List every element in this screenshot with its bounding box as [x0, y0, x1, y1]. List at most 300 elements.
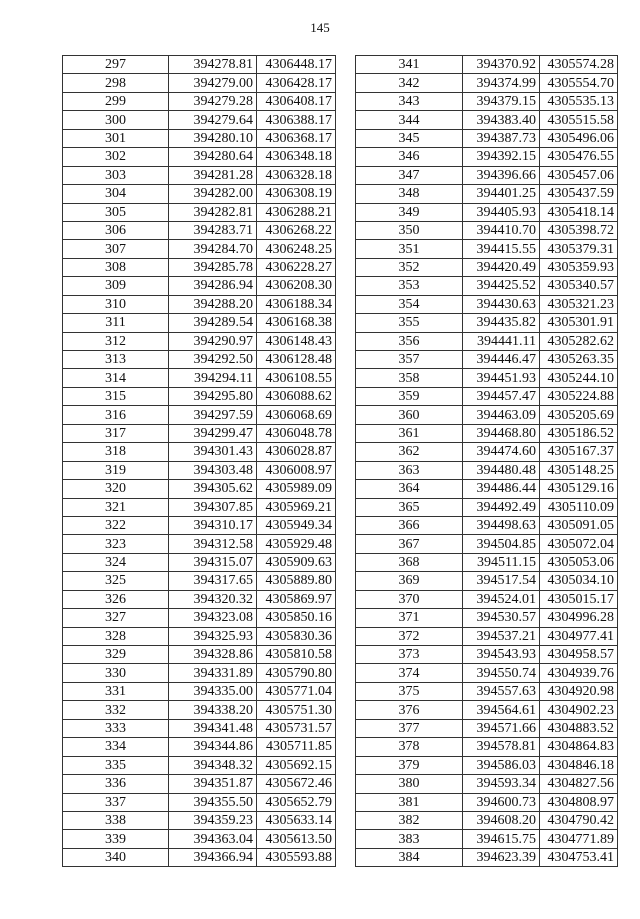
y-coordinate-cell: 4304996.28 — [540, 609, 618, 627]
table-row — [63, 314, 336, 332]
point-number-cell: 364 — [356, 480, 463, 498]
x-coordinate-cell: 394468.80 — [463, 424, 540, 442]
point-number-cell: 356 — [356, 332, 463, 350]
point-number-cell: 322 — [63, 516, 169, 534]
table-row — [63, 351, 336, 369]
point-number-cell: 334 — [63, 738, 169, 756]
table-row — [63, 406, 336, 424]
x-coordinate-cell: 394498.63 — [463, 516, 540, 534]
point-number-cell: 352 — [356, 258, 463, 276]
x-coordinate-cell: 394363.04 — [169, 830, 257, 848]
table-row — [356, 185, 618, 203]
point-number-cell: 355 — [356, 314, 463, 332]
x-coordinate-cell: 394420.49 — [463, 258, 540, 276]
x-coordinate-cell: 394284.70 — [169, 240, 257, 258]
y-coordinate-cell: 4305418.14 — [540, 203, 618, 221]
table-row — [63, 535, 336, 553]
x-coordinate-cell: 394285.78 — [169, 258, 257, 276]
point-number-cell: 304 — [63, 185, 169, 203]
y-coordinate-cell: 4305224.88 — [540, 387, 618, 405]
x-coordinate-cell: 394374.99 — [463, 74, 540, 92]
y-coordinate-cell: 4305593.88 — [257, 848, 336, 866]
y-coordinate-cell: 4305613.50 — [257, 830, 336, 848]
table-row — [63, 516, 336, 534]
x-coordinate-cell: 394457.47 — [463, 387, 540, 405]
table-row — [63, 185, 336, 203]
y-coordinate-cell: 4305244.10 — [540, 369, 618, 387]
y-coordinate-cell: 4305476.55 — [540, 148, 618, 166]
coordinates-table-left-body — [63, 56, 336, 867]
y-coordinate-cell: 4304864.83 — [540, 738, 618, 756]
y-coordinate-cell: 4306048.78 — [257, 424, 336, 442]
table-row — [63, 756, 336, 774]
point-number-cell: 354 — [356, 295, 463, 313]
y-coordinate-cell: 4304790.42 — [540, 811, 618, 829]
page-number: 145 — [310, 20, 330, 35]
x-coordinate-cell: 394282.00 — [169, 185, 257, 203]
y-coordinate-cell: 4306408.17 — [257, 92, 336, 110]
y-coordinate-cell: 4306308.19 — [257, 185, 336, 203]
y-coordinate-cell: 4305751.30 — [257, 701, 336, 719]
point-number-cell: 307 — [63, 240, 169, 258]
x-coordinate-cell: 394294.11 — [169, 369, 257, 387]
x-coordinate-cell: 394441.11 — [463, 332, 540, 350]
point-number-cell: 318 — [63, 443, 169, 461]
y-coordinate-cell: 4305129.16 — [540, 480, 618, 498]
y-coordinate-cell: 4305652.79 — [257, 793, 336, 811]
y-coordinate-cell: 4305091.05 — [540, 516, 618, 534]
point-number-cell: 308 — [63, 258, 169, 276]
point-number-cell: 361 — [356, 424, 463, 442]
y-coordinate-cell: 4306188.34 — [257, 295, 336, 313]
point-number-cell: 324 — [63, 553, 169, 571]
x-coordinate-cell: 394415.55 — [463, 240, 540, 258]
y-coordinate-cell: 4305110.09 — [540, 498, 618, 516]
point-number-cell: 373 — [356, 646, 463, 664]
table-row — [356, 480, 618, 498]
x-coordinate-cell: 394586.03 — [463, 756, 540, 774]
y-coordinate-cell: 4304920.98 — [540, 682, 618, 700]
x-coordinate-cell: 394301.43 — [169, 443, 257, 461]
table-row — [356, 590, 618, 608]
y-coordinate-cell: 4304902.23 — [540, 701, 618, 719]
point-number-cell: 320 — [63, 480, 169, 498]
y-coordinate-cell: 4306288.21 — [257, 203, 336, 221]
x-coordinate-cell: 394320.32 — [169, 590, 257, 608]
point-number-cell: 312 — [63, 332, 169, 350]
point-number-cell: 365 — [356, 498, 463, 516]
table-row — [356, 756, 618, 774]
point-number-cell: 370 — [356, 590, 463, 608]
y-coordinate-cell: 4305515.58 — [540, 111, 618, 129]
point-number-cell: 317 — [63, 424, 169, 442]
table-row — [63, 111, 336, 129]
x-coordinate-cell: 394392.15 — [463, 148, 540, 166]
y-coordinate-cell: 4304939.76 — [540, 664, 618, 682]
point-number-cell: 359 — [356, 387, 463, 405]
table-row — [356, 221, 618, 239]
point-number-cell: 303 — [63, 166, 169, 184]
point-number-cell: 383 — [356, 830, 463, 848]
y-coordinate-cell: 4305771.04 — [257, 682, 336, 700]
x-coordinate-cell: 394351.87 — [169, 775, 257, 793]
table-row — [356, 92, 618, 110]
y-coordinate-cell: 4305148.25 — [540, 461, 618, 479]
point-number-cell: 338 — [63, 811, 169, 829]
x-coordinate-cell: 394312.58 — [169, 535, 257, 553]
y-coordinate-cell: 4306068.69 — [257, 406, 336, 424]
table-row — [63, 719, 336, 737]
y-coordinate-cell: 4305398.72 — [540, 221, 618, 239]
table-row — [63, 609, 336, 627]
y-coordinate-cell: 4305633.14 — [257, 811, 336, 829]
table-row — [356, 535, 618, 553]
y-coordinate-cell: 4305790.80 — [257, 664, 336, 682]
x-coordinate-cell: 394543.93 — [463, 646, 540, 664]
table-row — [356, 148, 618, 166]
table-row — [63, 240, 336, 258]
point-number-cell: 382 — [356, 811, 463, 829]
x-coordinate-cell: 394286.94 — [169, 277, 257, 295]
x-coordinate-cell: 394451.93 — [463, 369, 540, 387]
y-coordinate-cell: 4306208.30 — [257, 277, 336, 295]
x-coordinate-cell: 394524.01 — [463, 590, 540, 608]
x-coordinate-cell: 394446.47 — [463, 351, 540, 369]
x-coordinate-cell: 394430.63 — [463, 295, 540, 313]
point-number-cell: 336 — [63, 775, 169, 793]
table-row — [356, 277, 618, 295]
x-coordinate-cell: 394281.28 — [169, 166, 257, 184]
y-coordinate-cell: 4306228.27 — [257, 258, 336, 276]
point-number-cell: 335 — [63, 756, 169, 774]
x-coordinate-cell: 394425.52 — [463, 277, 540, 295]
point-number-cell: 314 — [63, 369, 169, 387]
y-coordinate-cell: 4305321.23 — [540, 295, 618, 313]
table-row — [356, 775, 618, 793]
point-number-cell: 374 — [356, 664, 463, 682]
table-row — [63, 74, 336, 92]
table-row — [63, 553, 336, 571]
y-coordinate-cell: 4306248.25 — [257, 240, 336, 258]
table-row — [63, 480, 336, 498]
x-coordinate-cell: 394608.20 — [463, 811, 540, 829]
point-number-cell: 369 — [356, 572, 463, 590]
point-number-cell: 340 — [63, 848, 169, 866]
y-coordinate-cell: 4305949.34 — [257, 516, 336, 534]
y-coordinate-cell: 4305731.57 — [257, 719, 336, 737]
table-row — [356, 166, 618, 184]
table-row — [356, 498, 618, 516]
table-row — [356, 56, 618, 74]
x-coordinate-cell: 394370.92 — [463, 56, 540, 74]
x-coordinate-cell: 394323.08 — [169, 609, 257, 627]
y-coordinate-cell: 4304977.41 — [540, 627, 618, 645]
table-row — [63, 203, 336, 221]
point-number-cell: 299 — [63, 92, 169, 110]
table-row — [356, 627, 618, 645]
y-coordinate-cell: 4305810.58 — [257, 646, 336, 664]
x-coordinate-cell: 394338.20 — [169, 701, 257, 719]
y-coordinate-cell: 4305830.36 — [257, 627, 336, 645]
point-number-cell: 362 — [356, 443, 463, 461]
y-coordinate-cell: 4306428.17 — [257, 74, 336, 92]
y-coordinate-cell: 4306028.87 — [257, 443, 336, 461]
table-row — [63, 221, 336, 239]
table-row — [63, 443, 336, 461]
y-coordinate-cell: 4305535.13 — [540, 92, 618, 110]
point-number-cell: 315 — [63, 387, 169, 405]
table-row — [356, 848, 618, 866]
x-coordinate-cell: 394359.23 — [169, 811, 257, 829]
point-number-cell: 347 — [356, 166, 463, 184]
table-row — [356, 811, 618, 829]
y-coordinate-cell: 4305711.85 — [257, 738, 336, 756]
x-coordinate-cell: 394511.15 — [463, 553, 540, 571]
y-coordinate-cell: 4305929.48 — [257, 535, 336, 553]
coordinates-table-right-body — [356, 56, 618, 867]
point-number-cell: 346 — [356, 148, 463, 166]
table-row — [63, 775, 336, 793]
y-coordinate-cell: 4306148.43 — [257, 332, 336, 350]
y-coordinate-cell: 4305205.69 — [540, 406, 618, 424]
table-row — [63, 424, 336, 442]
x-coordinate-cell: 394463.09 — [463, 406, 540, 424]
coordinates-table-left — [62, 55, 336, 867]
point-number-cell: 301 — [63, 129, 169, 147]
y-coordinate-cell: 4305889.80 — [257, 572, 336, 590]
x-coordinate-cell: 394283.71 — [169, 221, 257, 239]
y-coordinate-cell: 4305186.52 — [540, 424, 618, 442]
x-coordinate-cell: 394486.44 — [463, 480, 540, 498]
point-number-cell: 327 — [63, 609, 169, 627]
point-number-cell: 297 — [63, 56, 169, 74]
point-number-cell: 376 — [356, 701, 463, 719]
x-coordinate-cell: 394383.40 — [463, 111, 540, 129]
x-coordinate-cell: 394303.48 — [169, 461, 257, 479]
x-coordinate-cell: 394280.64 — [169, 148, 257, 166]
table-row — [356, 609, 618, 627]
table-row — [356, 461, 618, 479]
x-coordinate-cell: 394297.59 — [169, 406, 257, 424]
y-coordinate-cell: 4305869.97 — [257, 590, 336, 608]
y-coordinate-cell: 4306348.18 — [257, 148, 336, 166]
table-row — [63, 664, 336, 682]
x-coordinate-cell: 394504.85 — [463, 535, 540, 553]
x-coordinate-cell: 394401.25 — [463, 185, 540, 203]
point-number-cell: 311 — [63, 314, 169, 332]
y-coordinate-cell: 4305692.15 — [257, 756, 336, 774]
x-coordinate-cell: 394299.47 — [169, 424, 257, 442]
y-coordinate-cell: 4305574.28 — [540, 56, 618, 74]
x-coordinate-cell: 394278.81 — [169, 56, 257, 74]
y-coordinate-cell: 4305989.09 — [257, 480, 336, 498]
point-number-cell: 300 — [63, 111, 169, 129]
table-row — [63, 369, 336, 387]
point-number-cell: 357 — [356, 351, 463, 369]
y-coordinate-cell: 4304808.97 — [540, 793, 618, 811]
table-row — [356, 203, 618, 221]
x-coordinate-cell: 394310.17 — [169, 516, 257, 534]
y-coordinate-cell: 4304958.57 — [540, 646, 618, 664]
x-coordinate-cell: 394474.60 — [463, 443, 540, 461]
y-coordinate-cell: 4305053.06 — [540, 553, 618, 571]
x-coordinate-cell: 394282.81 — [169, 203, 257, 221]
y-coordinate-cell: 4306008.97 — [257, 461, 336, 479]
point-number-cell: 375 — [356, 682, 463, 700]
table-row — [63, 258, 336, 276]
point-number-cell: 358 — [356, 369, 463, 387]
x-coordinate-cell: 394344.86 — [169, 738, 257, 756]
x-coordinate-cell: 394387.73 — [463, 129, 540, 147]
point-number-cell: 353 — [356, 277, 463, 295]
y-coordinate-cell: 4306268.22 — [257, 221, 336, 239]
y-coordinate-cell: 4306448.17 — [257, 56, 336, 74]
x-coordinate-cell: 394305.62 — [169, 480, 257, 498]
table-row — [356, 664, 618, 682]
point-number-cell: 298 — [63, 74, 169, 92]
table-row — [356, 424, 618, 442]
x-coordinate-cell: 394335.00 — [169, 682, 257, 700]
point-number-cell: 339 — [63, 830, 169, 848]
table-row — [63, 295, 336, 313]
x-coordinate-cell: 394593.34 — [463, 775, 540, 793]
y-coordinate-cell: 4305909.63 — [257, 553, 336, 571]
table-row — [63, 682, 336, 700]
x-coordinate-cell: 394279.64 — [169, 111, 257, 129]
table-row — [63, 738, 336, 756]
table-row — [356, 719, 618, 737]
table-row — [356, 387, 618, 405]
y-coordinate-cell: 4305359.93 — [540, 258, 618, 276]
table-row — [63, 166, 336, 184]
point-number-cell: 305 — [63, 203, 169, 221]
table-row — [63, 387, 336, 405]
table-row — [63, 590, 336, 608]
y-coordinate-cell: 4305263.35 — [540, 351, 618, 369]
y-coordinate-cell: 4306108.55 — [257, 369, 336, 387]
point-number-cell: 377 — [356, 719, 463, 737]
table-row — [356, 738, 618, 756]
y-coordinate-cell: 4305379.31 — [540, 240, 618, 258]
y-coordinate-cell: 4304771.89 — [540, 830, 618, 848]
x-coordinate-cell: 394557.63 — [463, 682, 540, 700]
table-row — [356, 646, 618, 664]
y-coordinate-cell: 4305554.70 — [540, 74, 618, 92]
y-coordinate-cell: 4305015.17 — [540, 590, 618, 608]
table-row — [356, 406, 618, 424]
x-coordinate-cell: 394564.61 — [463, 701, 540, 719]
y-coordinate-cell: 4304827.56 — [540, 775, 618, 793]
y-coordinate-cell: 4306328.18 — [257, 166, 336, 184]
table-row — [356, 701, 618, 719]
point-number-cell: 331 — [63, 682, 169, 700]
point-number-cell: 330 — [63, 664, 169, 682]
x-coordinate-cell: 394289.54 — [169, 314, 257, 332]
x-coordinate-cell: 394396.66 — [463, 166, 540, 184]
x-coordinate-cell: 394571.66 — [463, 719, 540, 737]
y-coordinate-cell: 4306088.62 — [257, 387, 336, 405]
y-coordinate-cell: 4306128.48 — [257, 351, 336, 369]
x-coordinate-cell: 394435.82 — [463, 314, 540, 332]
table-row — [356, 369, 618, 387]
table-row — [63, 92, 336, 110]
point-number-cell: 319 — [63, 461, 169, 479]
point-number-cell: 379 — [356, 756, 463, 774]
point-number-cell: 368 — [356, 553, 463, 571]
point-number-cell: 333 — [63, 719, 169, 737]
y-coordinate-cell: 4305969.21 — [257, 498, 336, 516]
y-coordinate-cell: 4306388.17 — [257, 111, 336, 129]
x-coordinate-cell: 394290.97 — [169, 332, 257, 350]
point-number-cell: 343 — [356, 92, 463, 110]
table-row — [63, 148, 336, 166]
y-coordinate-cell: 4304753.41 — [540, 848, 618, 866]
table-row — [356, 516, 618, 534]
x-coordinate-cell: 394331.89 — [169, 664, 257, 682]
y-coordinate-cell: 4306168.38 — [257, 314, 336, 332]
x-coordinate-cell: 394295.80 — [169, 387, 257, 405]
point-number-cell: 302 — [63, 148, 169, 166]
y-coordinate-cell: 4305496.06 — [540, 129, 618, 147]
table-row — [63, 627, 336, 645]
point-number-cell: 342 — [356, 74, 463, 92]
point-number-cell: 351 — [356, 240, 463, 258]
y-coordinate-cell: 4305034.10 — [540, 572, 618, 590]
y-coordinate-cell: 4305672.46 — [257, 775, 336, 793]
x-coordinate-cell: 394480.48 — [463, 461, 540, 479]
x-coordinate-cell: 394530.57 — [463, 609, 540, 627]
point-number-cell: 323 — [63, 535, 169, 553]
x-coordinate-cell: 394517.54 — [463, 572, 540, 590]
y-coordinate-cell: 4305301.91 — [540, 314, 618, 332]
x-coordinate-cell: 394623.39 — [463, 848, 540, 866]
point-number-cell: 344 — [356, 111, 463, 129]
point-number-cell: 363 — [356, 461, 463, 479]
point-number-cell: 337 — [63, 793, 169, 811]
y-coordinate-cell: 4305850.16 — [257, 609, 336, 627]
point-number-cell: 360 — [356, 406, 463, 424]
x-coordinate-cell: 394405.93 — [463, 203, 540, 221]
y-coordinate-cell: 4305167.37 — [540, 443, 618, 461]
x-coordinate-cell: 394325.93 — [169, 627, 257, 645]
x-coordinate-cell: 394280.10 — [169, 129, 257, 147]
table-row — [63, 793, 336, 811]
x-coordinate-cell: 394292.50 — [169, 351, 257, 369]
table-row — [356, 240, 618, 258]
x-coordinate-cell: 394288.20 — [169, 295, 257, 313]
point-number-cell: 350 — [356, 221, 463, 239]
x-coordinate-cell: 394307.85 — [169, 498, 257, 516]
point-number-cell: 329 — [63, 646, 169, 664]
x-coordinate-cell: 394410.70 — [463, 221, 540, 239]
point-number-cell: 380 — [356, 775, 463, 793]
point-number-cell: 321 — [63, 498, 169, 516]
table-row — [356, 443, 618, 461]
x-coordinate-cell: 394550.74 — [463, 664, 540, 682]
y-coordinate-cell: 4304883.52 — [540, 719, 618, 737]
table-row — [356, 332, 618, 350]
x-coordinate-cell: 394600.73 — [463, 793, 540, 811]
table-row — [63, 811, 336, 829]
x-coordinate-cell: 394537.21 — [463, 627, 540, 645]
table-row — [356, 74, 618, 92]
point-number-cell: 384 — [356, 848, 463, 866]
x-coordinate-cell: 394315.07 — [169, 553, 257, 571]
x-coordinate-cell: 394355.50 — [169, 793, 257, 811]
table-row — [63, 129, 336, 147]
x-coordinate-cell: 394348.32 — [169, 756, 257, 774]
table-row — [63, 848, 336, 866]
